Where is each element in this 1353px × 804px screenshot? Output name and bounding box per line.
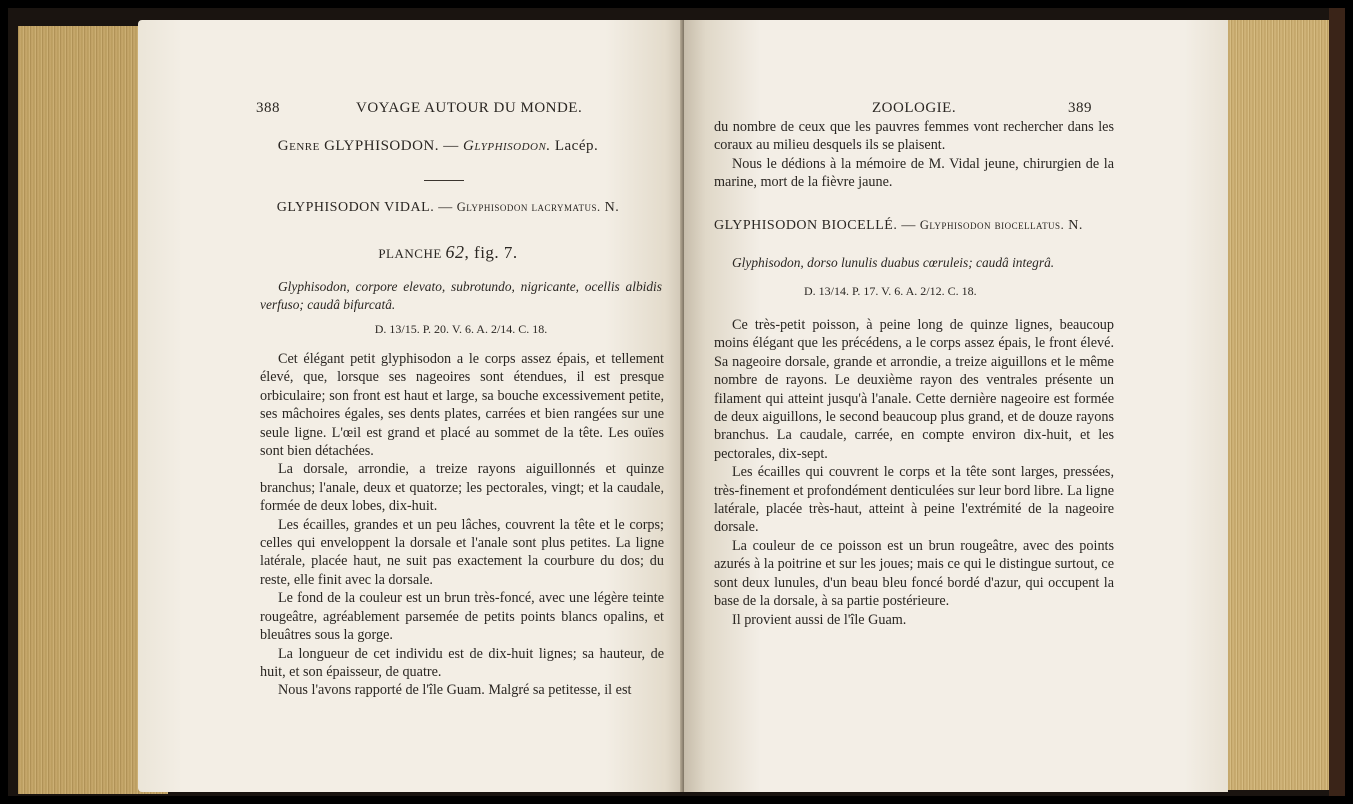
divider-rule (424, 180, 464, 181)
paragraph: du nombre de ceux que les pauvres femmes vont rechercher dans les coraux au milieu desquels ils se plaisent. (714, 119, 1114, 154)
planche-number: 62 (445, 242, 465, 262)
genre-heading (238, 138, 638, 155)
genre-label: Genre GLYPHISODON. — (277, 138, 463, 154)
fin-formula-biocelle: D. 13/14. P. 17. V. 6. A. 2/12. C. 18. (804, 284, 977, 298)
paragraph: La couleur de ce poisson est un brun rougeâtre, avec des points azurés à la poitrine et sur les joues; mais ce qui le distingue surtout, ce sont deux lunules, d'un beau bleu foncé bordé d'azur, qui occupent la base de la dorsale, à sa partie postérieure. (714, 537, 1114, 610)
species-suffix: N. (600, 200, 620, 215)
planche-fig: , fig. 7. (464, 243, 518, 262)
species-title: GLYPHISODON BIOCELLÉ. — (714, 218, 920, 233)
genre-author: Lacép. (550, 138, 599, 154)
book-spread (8, 8, 1345, 796)
paragraph: Il provient aussi de l'île Guam. (732, 611, 907, 628)
right-page (684, 20, 1228, 792)
body-text-left (260, 350, 664, 700)
genre-italic: Glyphisodon. (463, 138, 551, 154)
paragraph: La longueur de cet individu est de dix-huit lignes; sa hauteur, de huit, et son épaisseur, de quatre. (260, 645, 664, 680)
paragraph: Nous l'avons rapporté de l'île Guam. Malgré sa petitesse, il est (278, 682, 632, 699)
paragraph: Nous le dédions à la mémoire de M. Vidal jeune, chirurgien de la marine, mort de la fièvre jaune. (714, 155, 1114, 191)
right-page-number: 389 (1068, 100, 1092, 116)
planche-heading (238, 242, 658, 263)
left-page (138, 20, 688, 792)
fin-formula-vidal: D. 13/15. P. 20. V. 6. A. 2/14. C. 18. (374, 322, 548, 336)
paragraph: Les écailles, grandes et un peu lâches, couvrent la tête et le corps; celles qui enveloppent la dorsale et l'anale sont plus petites. La ligne latérale, placée haut, ne suit pas exactement la courbure du dos; du reste, elle finit avec la dorsale. (260, 516, 664, 588)
left-page-number: 388 (256, 100, 280, 116)
body-text-right-carry (714, 118, 1114, 192)
planche-label: PLANCHE (378, 246, 446, 261)
paragraph: Ce très-petit poisson, à peine long de quinze lignes, beaucoup moins élégant que les précédens, a le corps assez épais, le front élevé. Sa nageoire dorsale, grande et arrondie, a treize aiguillons et le même nombre de rayons. Le deuxième rayon des ventrales présente un filament qui atteint jusqu'à l'anale. Cette dernière nageoire est formée de deux aiguillons, le second beaucoup plus grand, et de douze rayons branchus. La caudale, carrée, en compte environ dix-huit, et les pectorales, dix-sept. (714, 317, 1114, 462)
paragraph: Le fond de la couleur est un brun très-foncé, avec une légère teinte rougeâtre, agréablement parsemée de petits points blancs opalins, et bleuâtres sous la gorge. (260, 590, 664, 644)
species-heading-vidal (238, 200, 658, 216)
body-text-right (714, 316, 1114, 629)
diagnosis-vidal (260, 278, 662, 315)
species-suffix: N. (1064, 218, 1083, 233)
paragraph: La dorsale, arrondie, a treize rayons aiguillonnés et quinze branchus; l'anale, deux et quatorze; les pectorales, vingt; et la caudale, formée de deux lobes, dix-huit. (260, 461, 664, 515)
species-title: GLYPHISODON VIDAL. — (276, 200, 457, 215)
paragraph: Les écailles qui couvrent le corps et la tête sont larges, pressées, très-finement et profondément denticulées sur leur bord libre. La ligne latérale, placée très-haut, atteint à peine l'extrémité de la nageoire dorsale. (714, 464, 1114, 536)
right-running-head: ZOOLOGIE. (872, 100, 957, 116)
species-latin: Glyphisodon lacrymatus. (456, 200, 601, 214)
paragraph: Cet élégant petit glyphisodon a le corps assez épais, et tellement élevé, que, lorsque ses nageoires sont étendues, il est presque orbiculaire; son front est haut et large, sa bouche excessivement petite, ses mâchoires égales, ses dents plates, carrées et bien rangées sur une seule ligne. L'œil est grand et placé au sommet de la tête. Les ouïes sont bien détachées. (260, 351, 664, 460)
diagnosis-text: Glyphisodon, corpore elevato, subrotundo, nigricante, ocellis albidis verfuso; caudâ bifurcatâ. (260, 279, 662, 313)
species-heading-biocelle (714, 218, 1134, 234)
species-latin: Glyphisodon biocellatus. (919, 218, 1065, 232)
diagnosis-text: Glyphisodon, dorso lunulis duabus cœruleis; caudâ integrâ. (732, 255, 1055, 270)
book-cover-right (1329, 8, 1345, 796)
diagnosis-biocelle (714, 254, 1114, 272)
left-running-head: VOYAGE AUTOUR DU MONDE. (356, 100, 583, 116)
